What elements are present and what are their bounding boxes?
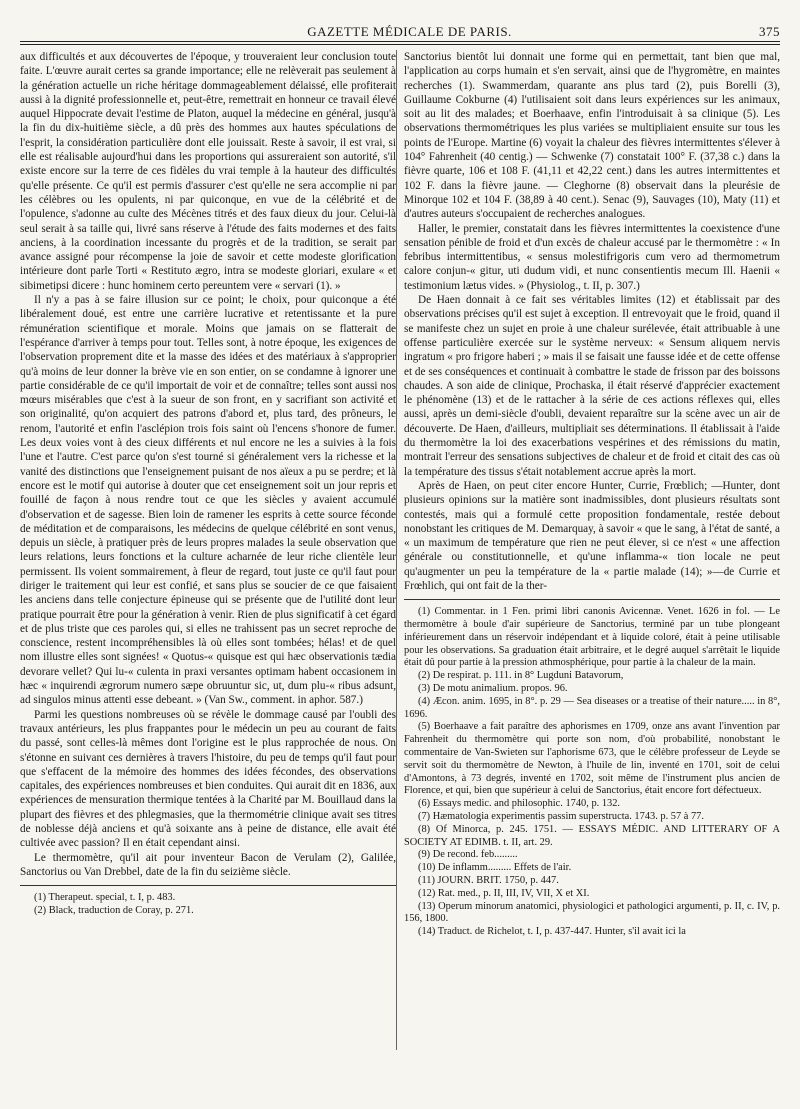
left-footnotes (20, 885, 396, 918)
header-rule-double (20, 44, 780, 45)
footnote: (1) Commentar. in 1 Fen. primi libri canonis Avicennæ. Venet. 1626 in fol. — Le thermomètre à boule d'air supérieure de Sanctorius, terminé par un tube plongeant inférieurement dans un réservoir indépendant et à liquide coloré, était à peine utilisable pour les observations. Sa graduation était arbitraire, et le degré auquel s'arrêtait le liquide était dû pour partie à la pression athmosphérique, pour partie à la chaleur de la main. (404, 606, 780, 669)
footnote: (2) Black, traduction de Coray, p. 271. (34, 905, 194, 917)
column-divider (396, 50, 397, 1050)
footnote: (8) Of Minorca, p. 245. 1751. — ESSAYS MÉDIC. AND LITTERARY OF A SOCIETY AT EDIMB. t. II, art. 29. (404, 823, 780, 848)
journal-title: GAZETTE MÉDICALE DE PARIS. (307, 24, 512, 39)
body-paragraph: Sanctorius bientôt lui donnait une forme qui en permettait, tant bien que mal, l'application au corps humain et s'en servait, ainsi que de l'hygromètre, en maintes recherches (1). Swammerdam, quarante ans plus tard (2), puis Borelli (3), Guillaume Cokburne (4) l'utilisaient soit dans leurs expériences sur les animaux, soit au lit des malades; et Boerhaave, enfin l'introduisait à sa clinique (5). Les observations thermométriques les plus variées se multipliaient ensuite sur tous les points de l'Europe. Martine (6) voyait la chaleur des fièvres intermittentes s'élever à 104° Fahrenheit (40 centig.) — Schwenke (7) constatait 100° F. (37,38 c.) dans la fièvre quarte, 106 et 108 F. (41,11 et 42,22 cent.) dans les autres intermittentes et 102 F. dans la fièvre jaune. — Cleghorne (8) observait dans la pleurésie de Minorque 102 et 104 F. (38,89 à 40 cent.). Senac (9), Sauvages (10), Maty (11) et d'autres auteurs s'occupaient de recherches analogues. (404, 51, 780, 221)
footnote: (6) Essays medic. and philosophic. 1740, p. 132. (418, 798, 621, 810)
footnote-separator (20, 885, 396, 886)
footnote: (2) De respirat. p. 111. in 8° Lugduni Batavorum, (418, 670, 624, 682)
page-header (20, 18, 780, 40)
footnote: (5) Boerhaave a fait paraître des aphorismes en 1709, onze ans avant l'invention par Fahrenheit du thermomètre qui porte son nom, d'où probabilité, nonobstant le commentaire de Van-Swieten sur l'aphorisme 673, que le célèbre professeur de Leyde se servit soit du thermomètre de Newton, à l'huile de lin, inventé en 1701, soit de celui d'Amontons, à 73 degrés, inventé en 1702, soit même de l'instrument plus ancien de Florence, et qui, bien que supérieur à celui de Sanctorius, était encore fort défectueux. (404, 721, 780, 797)
body-paragraph: De Haen donnait à ce fait ses véritables limites (12) et établissait par des observations précises qu'il est sujet à exception. Il entrevoyait que le froid, quand il se manifeste chez un sujet en proie à une chaleur surélevée, était attribuable à une offense particulière exercée sur le système nerveux: « Sensum aliquem nervis ingratum « pro frigore haberi ; » mais il se faisait une fausse idée et de cette offense et de ses conséquences et continuait à combattre le stade de frisson par des boissons chaudes. A son aide de clinique, Prochaska, il était réservé d'apprécier exactement le phénomène (13) et de le rattacher à la série de ces actions réflexes qui, elles aussi, après un demi-siècle d'oubli, devaient reparaître sur la scène avec un air de découverte. De Haen, d'ailleurs, multipliait ses déterminations. Il établissait à l'aide du thermomètre la loi des exacerbations vespérines et des rémissions du matin, montrait l'erreur des sensations subjectives de chaleur et de froid et citait des cas où la température des tissus s'était notablement accrue après la mort. (404, 294, 780, 478)
body-paragraph: Le thermomètre, qu'il ait pour inventeur Bacon de Verulam (2), Galilée, Sanctorius ou Van Drebbel, date de la fin du seizième siècle. (20, 851, 396, 878)
body-paragraph: aux difficultés et aux découvertes de l'époque, y trouveraient leur conclusion toute faite. L'œuvre aurait certes sa grande importance; elle ne relèverait pas seulement à la génération actuelle un riche héritage dommageablement délaissé, elle profiterait aussi à la dignité professionnelle et, peut-être, remettrait en honneur ce travail élevé auquel Hippocrate devait l'estime de Platon, auquel la médecine en général, jusqu'à la fin du dix-huitième siècle, a dû près des hommes aux hautes spéculations de l'esprit, la considération particulière dont elle jouissait. Reste à savoir, il est vrai, si elle est réalisable aujourd'hui dans les proportions qui assureraient son autorité, s'il existe encore sur la terre de ces fidèles du vrai temple à la hauteur des difficultés qu'elle présente. Ce qu'il est permis d'assurer c'est qu'elle ne sera accomplie ni par les célèbres ou les opulents, ni par quiconque, en vue de la célébrité et de l'opulence, s'adonne au culte des Mécènes titrés et des faux dieux du jour. Celui-là seul serait à sa taille qui, livré sans réserve à l'étude des faits modernes et des faits anciens, à la coordination incessante du progrès et de la tradition, se serait par avance assigné pour récompense la joie de savoir et cette modeste glorification intérieure dont parle Torti « Restituto ægro, intra se modeste gloriari, exulare « et sibimetipsi dicere : hunc hominem certo pereuntem vere « servari (1). » (20, 51, 396, 292)
footnote: (4) Æcon. anim. 1695, in 8°. p. 29 — Sea diseases or a treatise of their nature..... in 8°, 1696. (404, 695, 780, 720)
page-number: 375 (759, 24, 780, 39)
right-column (404, 50, 780, 939)
body-paragraph: Parmi les questions nombreuses où se révèle le dommage causé par l'oubli des travaux antérieurs, les plus frappantes pour le médecin un peu au courant de faits du passé, sont celles-là mêmes dont l'origine est le plus rapprochée de nous. On s'étonne en suivant ces dernières à travers l'histoire, du peu de temps qu'il faut pour que s'effacent de la mémoire des hommes des idées fécondes, des observations capitales, des expériences nombreuses et bien conduites. Qui aurait dit en 1836, aux expériences de mensuration thermique tentées à la Charité par M. Bouillaud dans la plupart des fièvres et des phlegmasies, que la thermométrie clinique avait ses titres de noblesse déjà anciens et qu'à soixante ans à peine de distance, elle avait été cultivée avec passion? Il en était cependant ainsi. (20, 708, 396, 850)
footnote: (14) Traduct. de Richelot, t. I, p. 437-447. Hunter, s'il avait ici la (418, 926, 686, 938)
footnote: (7) Hæmatologia experimentis passim superstructa. 1743. p. 57 à 77. (418, 811, 704, 823)
left-column (20, 50, 396, 918)
footnote: (12) Rat. med., p. II, III, IV, VII, X et XI. (418, 887, 590, 899)
body-paragraph: Haller, le premier, constatait dans les fièvres intermittentes la coexistence d'une sensation pénible de froid et d'un excès de chaleur accusé par le thermomètre : « In febribus intermittentibus, « sensus molestifrigoris cum vero ad thermometrum calore conjun-« gitur, uti dudum vidi, et nunc consentientis mecum Ill. Haenii « testimonium lætus vides. » (Physiolog., t. II, p. 307.) (404, 222, 780, 292)
body-paragraph: Il n'y a pas à se faire illusion sur ce point; le choix, pour quiconque a été libéralement doué, est entre une carrière lucrative et retentissante et la pure rémunération scientifique et morale. Moins que jamais on se flatterait de l'espérance d'arriver à temps pour tout. Telles sont, à notre époque, les exigences de l'observation proprement dite et la masse des idées et des matériaux à s'approprier qu'à moins de leur donner la brève vie en son entier, on se condamne à ignorer une partie considérable de ce qu'il importait de voir et de connaître; telles sont aussi nos mœurs misérables que c'est à la sueur de son front, en y sacrifiant son activité et son originalité, qu'on acquiert des patrons d'abord et, plus tard, des prôneurs, le renom, l'autorité et enfin l'asclépion trois fois saint où l'encens s'honore de fumer. Les deux voies vont à des cieux différents et nul encore ne les a suivies à la fois l'une et l'autre. C'est parce qu'on s'est tourné si généralement vers la richesse et la vanité des distinctions que l'enseignement puisant de nos aïeux a pu se perdre; et là encore est le motif qui autorise à douter que cet enseignement soit un jour repris et fouillé de façon à nous rendre tout ce que les siècles y avaient accumulé d'observation et de sagesse. Bien loin de ramener les esprits à cette source féconde de méditation et de comparaisons, les médecins de quelque célébrité en sont venus, depuis un siècle, à pratiquer près de leurs propres malades la seule observation que leurs relations, leurs fonctions et la culture acharnée de leur riche clientèle leur permissent. Ils voient sommairement, à fleur de regard, tout juste ce qu'il faut pour diriger le traitement qui leur est confié, et sans plus se soucier de ce que faisaient les anciens dans telle conjecture épineuse qui se présente que de l'utilité dont leur pratique pourrait être pour la génération à venir. Rien de plus significatif à cet égard et de plus triste que ces paroles qui, si elles ne trahissent pas un secret reproche de conscience, restent incompréhensibles là où elles sont tombées; hélas! et de quel nom illustre elles sont signées! « Quotus-« quisque est qui hæc observationis tædia devorare vellet? Qui lu-« culenta in praxi versantes optimam habent occasionem in hæc « inquirendi ægrorum numero sæpe obruuntur sic, ut, dum plu-« ribus adsunt, ad singulos minus attenti esse debeant. » (Van Sw., comment. in aphor. 587.) (20, 294, 396, 707)
header-rule (20, 41, 780, 42)
footnote: (3) De motu animalium. propos. 96. (418, 683, 568, 695)
footnote-separator (404, 599, 780, 600)
footnote: (9) De recond. feb......... (418, 849, 518, 861)
footnote: (11) JOURN. BRIT. 1750, p. 447. (418, 875, 559, 887)
footnote: (1) Therapeut. special, t. I, p. 483. (34, 892, 176, 904)
right-footnotes (404, 599, 780, 939)
body-paragraph: Après de Haen, on peut citer encore Hunter, Currie, Frœblich; —Hunter, dont plusieurs opinions sur la matière sont inadmissibles, dont plusieurs résultats sont contestés, mais qui a formulé cette proposition fondamentale, restée debout nonobstant les critiques de M. Demarquay, à savoir « que le sang, à l'état de santé, a « un maximum de température que rien ne peut élever, si ce n'est « une affection générale ou constitutionnelle, et qu'une inflamma-« tion locale ne peut qu'augmenter un peu la température de la « partie malade (14); »—de Currie et Frœhlich, qui ont fait de la ther- (404, 479, 780, 592)
footnote: (10) De inflamm......... Effets de l'air. (418, 862, 572, 874)
footnote: (13) Operum minorum anatomici, physiologici et pathologici argumenti, p. II, c. IV, p. 156, 1800. (404, 900, 780, 925)
